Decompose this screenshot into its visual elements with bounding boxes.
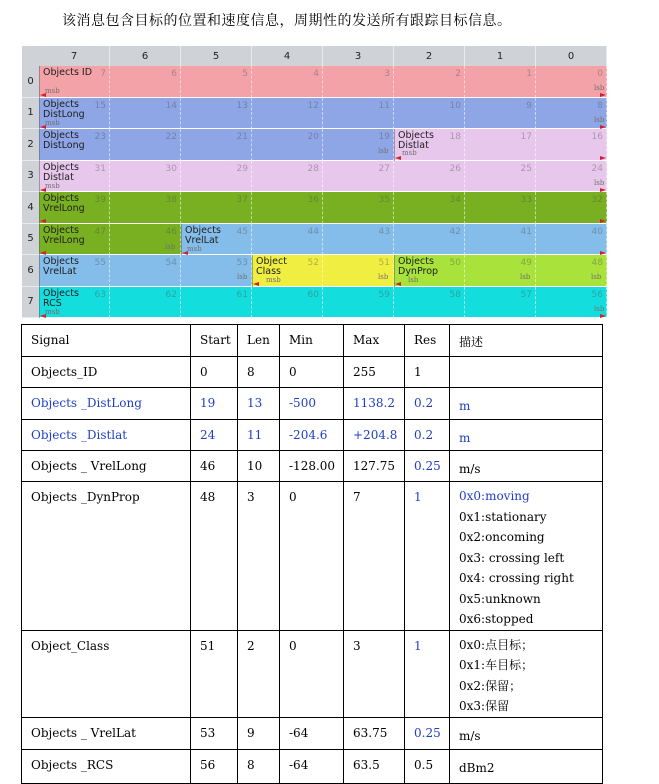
bit-cell <box>394 192 465 224</box>
bit-cell <box>110 287 181 319</box>
desc-line: 0x0:moving <box>459 489 530 503</box>
cell-len: 10 <box>238 451 280 482</box>
bit-number: 61 <box>236 289 248 300</box>
desc-line: 0x6:stopped <box>459 612 534 626</box>
bit-number: 54 <box>165 258 177 268</box>
msb-tag: msb <box>45 307 60 316</box>
signal-label: Objects VrelLong <box>43 224 85 246</box>
table-row <box>22 420 603 451</box>
bit-cell <box>323 66 394 98</box>
arrow-left-icon <box>40 219 46 223</box>
bit-number: 16 <box>591 132 603 142</box>
bit-number: 1 <box>526 69 532 79</box>
bit-cell <box>465 255 536 287</box>
bit-number: 14 <box>165 100 177 111</box>
bit-number: 6 <box>171 69 177 79</box>
arrow-left-icon <box>182 251 188 255</box>
column-header: 2 <box>394 46 465 66</box>
row-header: 6 <box>22 255 39 287</box>
bit-cell <box>394 66 465 98</box>
desc-line: dBm2 <box>459 760 495 775</box>
row-header: 7 <box>22 287 39 319</box>
bit-number: 4 <box>313 69 319 79</box>
bit-cell <box>252 192 323 224</box>
bit-number: 29 <box>236 163 248 174</box>
column-header: 4 <box>252 46 323 66</box>
bit-number: 2 <box>455 69 461 79</box>
lsb-tag: lsb <box>520 273 531 281</box>
desc-line: m <box>459 399 471 413</box>
bit-cell <box>39 129 110 161</box>
bit-number: 21 <box>236 132 248 142</box>
bit-cell <box>252 129 323 161</box>
bit-cell <box>536 161 607 193</box>
cell-max: 1138.2 <box>344 388 405 420</box>
bit-number: 28 <box>307 163 319 174</box>
bit-number: 18 <box>449 132 461 142</box>
bit-number: 3 <box>384 69 390 79</box>
arrow-left-icon <box>395 156 401 160</box>
bit-cell <box>110 161 181 193</box>
header-len: Len <box>238 325 280 357</box>
row-header: 2 <box>22 129 39 161</box>
arrow-right-icon <box>600 156 606 160</box>
cell-len: 13 <box>238 388 280 420</box>
row-header: 1 <box>22 98 39 130</box>
bit-number: 32 <box>591 195 603 205</box>
lsb-tag: lsb <box>594 115 605 124</box>
bit-number: 12 <box>307 100 319 111</box>
header-start: Start <box>191 325 238 357</box>
bit-cell <box>110 255 181 287</box>
bit-number: 40 <box>591 226 603 237</box>
cell-res: 0.25 <box>405 717 450 749</box>
arrow-right-icon <box>600 125 606 129</box>
bit-cell <box>110 98 181 130</box>
bit-cell <box>181 161 252 193</box>
desc-line: 0x3:保留 <box>459 699 510 713</box>
cell-max: 7 <box>344 482 405 631</box>
cell-len: 11 <box>238 420 280 451</box>
bit-cell <box>110 66 181 98</box>
bit-number: 58 <box>449 289 461 300</box>
bit-number: 34 <box>449 195 461 205</box>
lsb-tag: lsb <box>378 147 389 155</box>
column-header: 6 <box>110 46 181 66</box>
arrow-right-icon <box>600 251 606 255</box>
cell-min: 0 <box>280 630 344 717</box>
header-signal: Signal <box>22 325 191 357</box>
signal-label: Objects VrelLat <box>43 256 79 277</box>
bit-number: 45 <box>236 226 248 237</box>
lsb-tag: lsb <box>165 242 176 251</box>
bit-number: 62 <box>165 289 177 300</box>
row-header: 5 <box>22 224 39 256</box>
bit-cell <box>323 287 394 319</box>
header-res: Res <box>405 325 450 357</box>
cell-start: 48 <box>191 482 238 631</box>
cell-len: 2 <box>238 630 280 717</box>
lsb-tag: lsb <box>591 273 602 281</box>
desc-line: 0x4: crossing right <box>459 571 574 585</box>
cell-desc <box>450 482 603 631</box>
bit-cell <box>323 192 394 224</box>
desc-line: 0x2:oncoming <box>459 530 545 544</box>
bit-cell <box>465 129 536 161</box>
bit-cell <box>465 98 536 130</box>
cell-signal: Objects _DistLong <box>22 388 191 420</box>
signal-label: Objects DistLong <box>43 98 85 120</box>
bit-number: 23 <box>94 132 106 142</box>
bit-cell <box>181 98 252 130</box>
bit-number: 36 <box>307 195 319 205</box>
lsb-tag: lsb <box>237 273 248 281</box>
arrow-right-icon <box>600 93 606 97</box>
bit-number: 13 <box>236 100 248 111</box>
bit-cell <box>323 255 394 287</box>
table-row <box>22 717 603 749</box>
bit-cell <box>39 255 110 287</box>
arrow-right-icon <box>600 188 606 192</box>
bit-cell <box>394 224 465 256</box>
cell-max: +204.8 <box>344 420 405 451</box>
bit-number: 7 <box>100 69 106 79</box>
bit-number: 39 <box>94 195 106 205</box>
header-max: Max <box>344 325 405 357</box>
bit-number: 46 <box>165 226 177 237</box>
header-desc: 描述 <box>450 325 603 357</box>
signal-label: Object Class <box>256 256 287 277</box>
bit-number: 42 <box>449 226 461 237</box>
bit-cell <box>252 98 323 130</box>
bit-cell <box>252 255 323 287</box>
bit-number: 63 <box>94 289 106 300</box>
column-header: 7 <box>39 46 110 66</box>
bit-number: 47 <box>94 226 106 237</box>
cell-signal: Objects _DynProp <box>22 482 191 631</box>
cell-len: 8 <box>238 357 280 388</box>
lsb-tag: lsb <box>594 178 605 187</box>
bit-cell <box>110 192 181 224</box>
msb-tag: msb <box>45 118 60 127</box>
bit-cell <box>181 192 252 224</box>
intro-text: 该消息包含目标的位置和速度信息，周期性的发送所有跟踪目标信息。 <box>62 13 512 29</box>
bit-cell <box>394 255 465 287</box>
table-row <box>22 388 603 420</box>
bit-cell <box>465 66 536 98</box>
cell-start: 19 <box>191 388 238 420</box>
bit-number: 5 <box>242 69 248 79</box>
bit-number: 31 <box>94 163 106 174</box>
cell-signal: Objects_ID <box>22 357 191 388</box>
cell-res: 0.25 <box>405 451 450 482</box>
desc-line: m <box>459 431 471 445</box>
signal-label: Objects VrelLat <box>185 224 221 246</box>
table-row <box>22 749 603 783</box>
signal-label: Objects RCS <box>43 287 79 309</box>
column-header: 0 <box>536 46 607 66</box>
bit-cell <box>394 98 465 130</box>
cell-min: -64 <box>280 717 344 749</box>
bit-cell <box>110 129 181 161</box>
arrow-right-icon <box>600 219 606 223</box>
cell-min: -500 <box>280 388 344 420</box>
signal-label: Objects VrelLong <box>43 193 85 214</box>
desc-line: 0x0:点目标； <box>459 637 534 652</box>
bit-number: 48 <box>591 258 603 268</box>
msb-tag: msb <box>45 87 60 95</box>
cell-signal: Objects _Distlat <box>22 420 191 451</box>
cell-max: 63.5 <box>344 749 405 783</box>
cell-signal: Objects _ VrelLong <box>22 451 191 482</box>
lsb-tag: lsb <box>408 276 419 284</box>
cell-signal: Objects _RCS <box>22 749 191 783</box>
bit-number: 22 <box>165 132 177 142</box>
bit-cell <box>181 66 252 98</box>
signal-label: Objects Distlat <box>43 161 79 183</box>
cell-start: 53 <box>191 717 238 749</box>
bit-number: 24 <box>591 163 603 174</box>
cell-desc <box>450 630 603 717</box>
cell-res: 1 <box>405 630 450 717</box>
bit-cell <box>536 255 607 287</box>
bit-number: 38 <box>165 195 177 205</box>
bit-number: 27 <box>378 163 390 174</box>
cell-start: 0 <box>191 357 238 388</box>
column-header: 5 <box>181 46 252 66</box>
bit-number: 9 <box>526 100 532 111</box>
cell-min: 0 <box>280 357 344 388</box>
signal-table <box>21 324 603 784</box>
bit-layout-grid <box>22 46 608 318</box>
bit-cell <box>323 224 394 256</box>
bit-number: 0 <box>597 69 603 79</box>
cell-res: 1 <box>405 357 450 388</box>
signal-label: Objects DistLong <box>43 130 85 151</box>
cell-desc <box>450 451 603 482</box>
desc-line: 0x5:unknown <box>459 591 541 606</box>
bit-cell <box>536 224 607 256</box>
row-header: 4 <box>22 192 39 224</box>
table-row <box>22 451 603 482</box>
table-header-row <box>22 325 603 357</box>
cell-min: -128.00 <box>280 451 344 482</box>
desc-line: 0x2:保留； <box>459 678 522 693</box>
bit-cell <box>181 287 252 319</box>
bit-number: 35 <box>378 195 390 205</box>
bit-number: 37 <box>236 195 248 205</box>
row-header: 3 <box>22 161 39 193</box>
desc-line: 0x1:车目标； <box>459 658 534 672</box>
cell-start: 46 <box>191 451 238 482</box>
desc-line: m/s <box>459 728 481 743</box>
bit-number: 50 <box>449 258 461 268</box>
arrow-right-icon <box>600 314 606 318</box>
bit-number: 8 <box>597 100 603 111</box>
msb-tag: msb <box>187 244 202 253</box>
cell-start: 56 <box>191 749 238 783</box>
bit-number: 17 <box>520 132 532 142</box>
bit-cell <box>536 287 607 319</box>
arrow-left-icon <box>40 251 46 255</box>
bit-number: 33 <box>520 195 532 205</box>
desc-line: m/s <box>459 462 481 476</box>
cell-max: 255 <box>344 357 405 388</box>
bit-cell <box>39 192 110 224</box>
arrow-left-icon <box>40 93 46 97</box>
bit-number: 53 <box>236 258 248 268</box>
cell-desc <box>450 388 603 420</box>
bit-cell <box>394 287 465 319</box>
bit-cell <box>465 224 536 256</box>
cell-desc <box>450 357 603 388</box>
bit-cell <box>536 129 607 161</box>
cell-max: 3 <box>344 630 405 717</box>
bit-cell <box>536 66 607 98</box>
cell-start: 24 <box>191 420 238 451</box>
bit-cell <box>181 129 252 161</box>
arrow-left-icon <box>253 282 259 286</box>
bit-number: 49 <box>520 258 532 268</box>
bit-cell <box>181 255 252 287</box>
bit-number: 44 <box>307 226 319 237</box>
bit-cell <box>252 224 323 256</box>
cell-len: 3 <box>238 482 280 631</box>
row-header: 0 <box>22 66 39 98</box>
signal-label: Objects ID <box>43 67 93 78</box>
bit-cell <box>252 161 323 193</box>
bit-number: 19 <box>378 132 390 142</box>
bit-number: 43 <box>378 226 390 237</box>
cell-max: 63.75 <box>344 717 405 749</box>
bit-number: 30 <box>165 163 177 174</box>
arrow-left-icon <box>40 188 46 192</box>
bit-cell <box>536 98 607 130</box>
cell-len: 8 <box>238 749 280 783</box>
bit-cell <box>252 66 323 98</box>
bit-cell <box>465 161 536 193</box>
signal-label: Objects DynProp <box>398 256 439 277</box>
lsb-tag: lsb <box>594 304 605 313</box>
bit-cell <box>394 161 465 193</box>
cell-res: 1 <box>405 482 450 631</box>
cell-res: 0.2 <box>405 388 450 420</box>
bit-cell <box>39 224 110 256</box>
bit-number: 51 <box>378 258 390 268</box>
cell-desc <box>450 420 603 451</box>
table-row <box>22 357 603 388</box>
grid-corner <box>22 46 39 66</box>
desc-line: 0x3: crossing left <box>459 550 565 565</box>
bit-number: 11 <box>378 100 390 111</box>
arrow-left-icon <box>395 282 401 286</box>
lsb-tag: lsb <box>378 273 389 281</box>
bit-cell <box>536 192 607 224</box>
bit-number: 57 <box>520 289 532 300</box>
bit-number: 41 <box>520 226 532 237</box>
cell-signal: Object_Class <box>22 630 191 717</box>
bit-number: 56 <box>591 289 603 300</box>
header-min: Min <box>280 325 344 357</box>
desc-line: 0x1:stationary <box>459 509 547 524</box>
bit-cell <box>323 161 394 193</box>
msb-tag: msb <box>45 181 60 190</box>
cell-desc <box>450 749 603 783</box>
cell-signal: Objects _ VrelLat <box>22 717 191 749</box>
cell-min: -64 <box>280 749 344 783</box>
bit-number: 10 <box>449 100 461 111</box>
bit-cell <box>465 287 536 319</box>
bit-cell <box>465 192 536 224</box>
arrow-left-icon <box>40 314 46 318</box>
bit-number: 15 <box>94 100 106 111</box>
bit-number: 59 <box>378 289 390 300</box>
msb-tag: msb <box>402 149 417 157</box>
lsb-tag: lsb <box>594 84 605 92</box>
bit-cell <box>323 98 394 130</box>
bit-cell <box>252 287 323 319</box>
arrow-left-icon <box>40 125 46 129</box>
signal-label: Objects Distlat <box>398 130 434 151</box>
column-header: 1 <box>465 46 536 66</box>
cell-res: 0.5 <box>405 749 450 783</box>
bit-cell <box>323 129 394 161</box>
cell-res: 0.2 <box>405 420 450 451</box>
bit-number: 60 <box>307 289 319 300</box>
cell-min: -204.6 <box>280 420 344 451</box>
bit-number: 52 <box>307 258 319 268</box>
bit-number: 25 <box>520 163 532 174</box>
msb-tag: msb <box>266 276 281 284</box>
cell-len: 9 <box>238 717 280 749</box>
table-row <box>22 630 603 717</box>
cell-min: 0 <box>280 482 344 631</box>
column-header: 3 <box>323 46 394 66</box>
bit-number: 55 <box>94 258 106 268</box>
bit-number: 26 <box>449 163 461 174</box>
bit-number: 20 <box>307 132 319 142</box>
cell-start: 51 <box>191 630 238 717</box>
cell-max: 127.75 <box>344 451 405 482</box>
cell-desc <box>450 717 603 749</box>
table-row <box>22 482 603 631</box>
